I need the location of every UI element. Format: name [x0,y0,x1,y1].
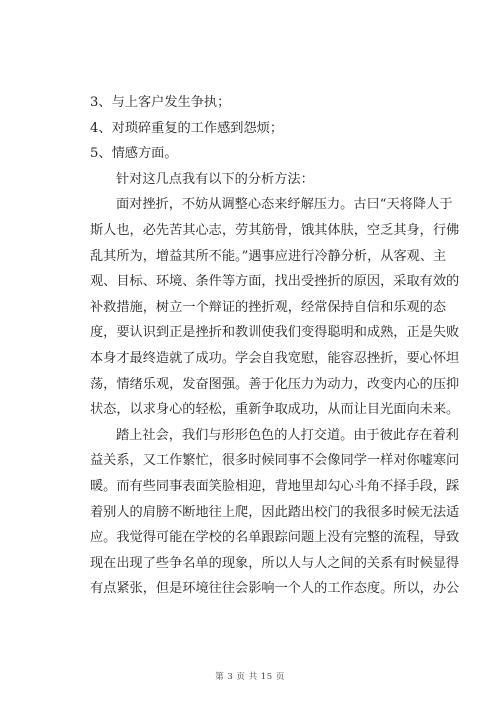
paragraph-line: 应。我觉得可能在学校的名单跟踪问题上没有完整的流程，导致 [90,530,460,546]
page-number-footer: 第 3 页 共 15 页 [215,672,285,682]
paragraph-line: 斯人也，必先苦其心志，劳其筋骨，饿其体肤，空乏其身，行佛 [90,222,460,238]
paragraph-stress-relief [90,192,460,422]
paragraph-line: 踏上社会，我们与形形色色的人打交道。由于彼此存在着利 [116,427,459,443]
paragraph-line: 面对挫折，不妨从调整心态来纾解压力。古曰“天将降人于 [116,197,453,213]
document-body [90,90,460,602]
list-item: 3、与上客户发生争执； [90,95,231,110]
paragraph-line: 度，要认识到正是挫折和教训使我们变得聪明和成熟，正是失败 [90,325,460,341]
paragraph-line: 本身才最终造就了成功。学会自我宽慰，能容忍挫折，要心怀坦 [90,350,460,366]
list-item: 5、情感方面。 [90,146,178,162]
paragraph-line: 现在出现了些争名单的现象，所以人与人之间的关系有时候显得 [90,555,460,571]
paragraph-line: 荡，情绪乐观，发奋图强。善于化压力为动力，改变内心的压抑 [90,376,460,392]
paragraph-social-relations [90,423,460,602]
paragraph-line: 着别人的肩膀不断地往上爬，因此踏出校门的我很多时候无法适 [90,504,460,520]
paragraph-line: 状态，以求身心的轻松，重新争取成功，从而让目光面向未来。 [90,402,460,418]
paragraph-line: 补救措施，树立一个辩证的挫折观，经常保持自信和乐观的态 [90,299,447,315]
paragraph-line: 观、目标、环境、条件等方面，找出受挫折的原因，采取有效的 [90,274,460,290]
paragraph-line: 暖。而有些同事表面笑脸相迎，背地里却勾心斗角不择手段，踩 [90,478,460,494]
intro-line: 针对这几点我有以下的分析方法： [116,171,314,187]
paragraph-line: 有点紧张，但是环境往往会影响一个人的工作态度。所以，办公 [90,581,460,597]
paragraph-line: 乱其所为，增益其所不能。”遇事应进行冷静分析，从客观、主 [90,248,447,264]
paragraph-line: 益关系，又工作繁忙，很多时候同事不会像同学一样对你嘘寒问 [90,453,460,469]
list-item: 4、对琐碎重复的工作感到怨烦； [90,120,284,136]
